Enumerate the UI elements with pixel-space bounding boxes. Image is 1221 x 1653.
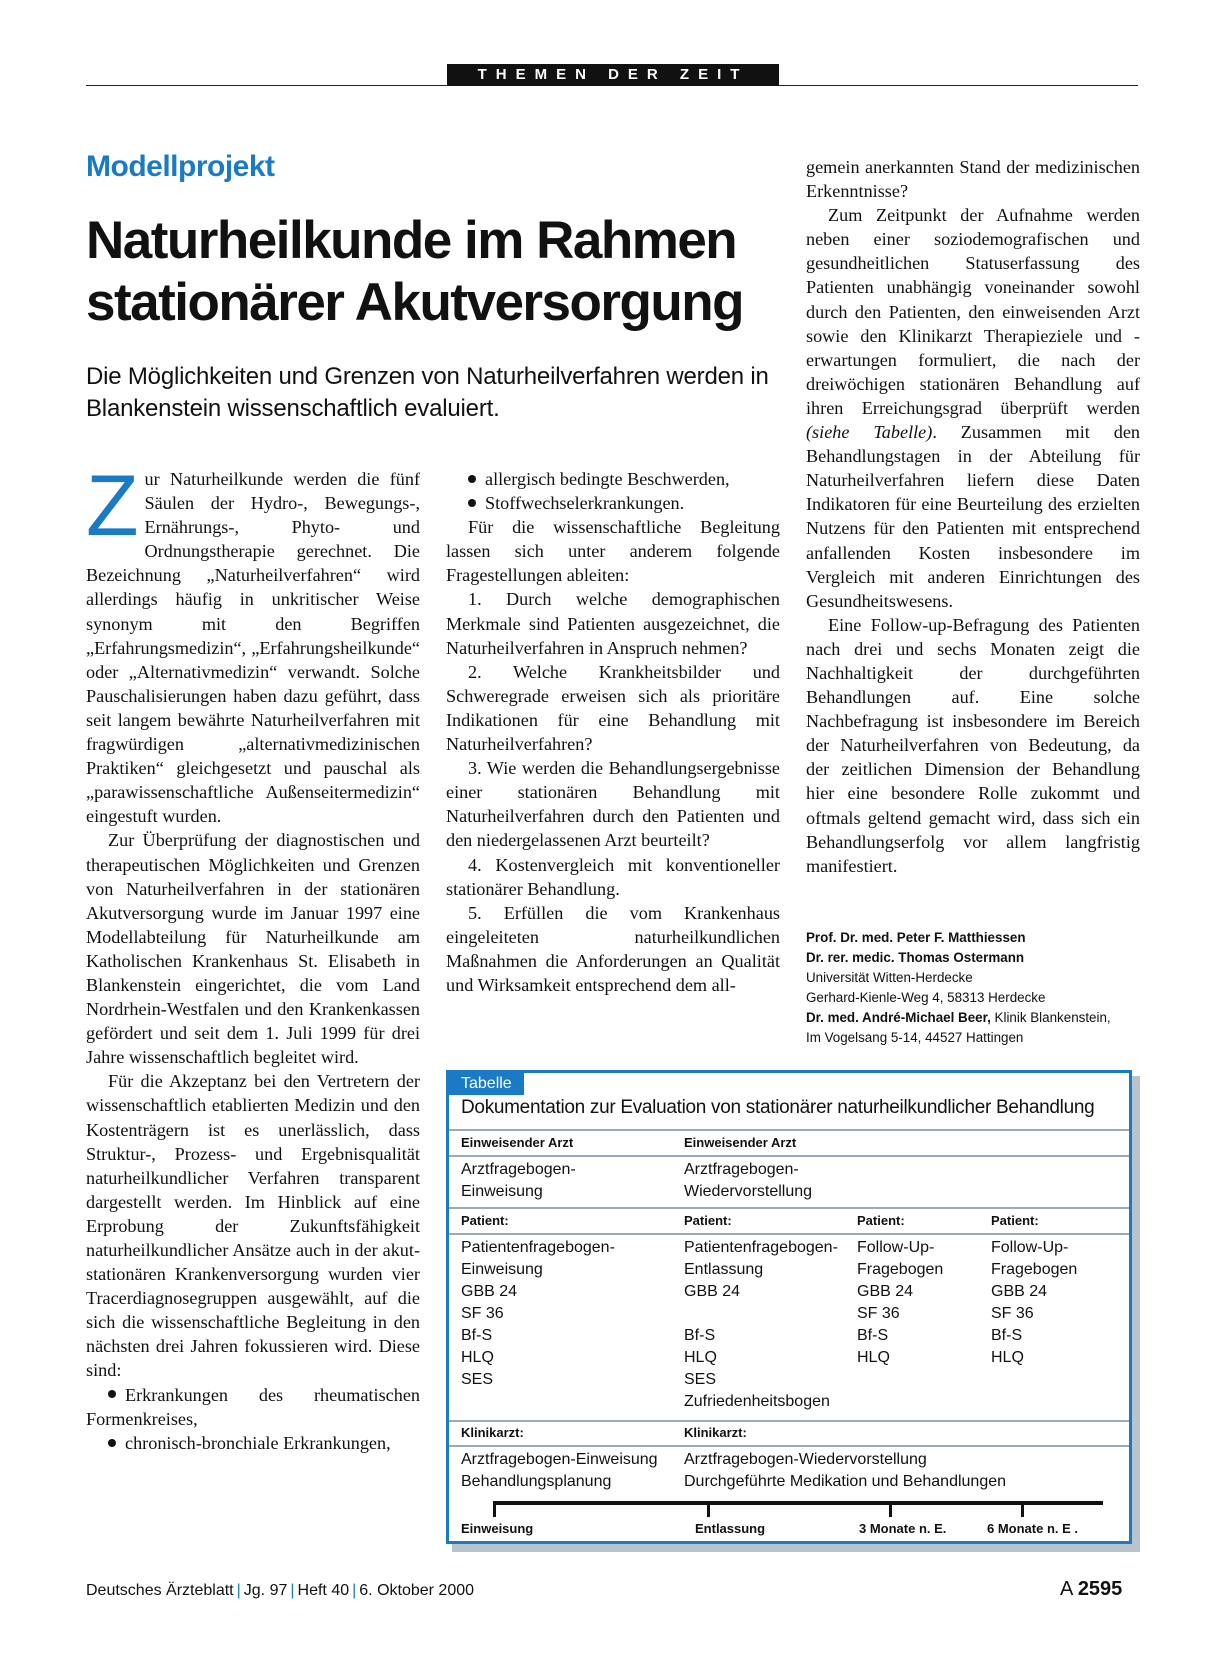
cell-line: HLQ <box>461 1349 494 1366</box>
column-header: Patient: <box>991 1213 1039 1228</box>
table-divider <box>449 1155 1129 1157</box>
paragraph-text: . Zusammen mit den Behandlungstagen in der Abteilung für Naturheilverfahren liefern diese Daten Indikatoren für eine Beurteilung des erzielten Nutzens für den Patienten mit entsprechend anfallenden Kosten insbesondere im Vergleich mit anderen Einrichtungen des Gesundheitswesens. <box>806 422 1140 611</box>
cell-line <box>684 1303 838 1325</box>
cell-line: Arztfragebogen- <box>461 1161 576 1178</box>
column-header: Klinikarzt: <box>461 1425 524 1440</box>
cell-line: GBB 24 <box>461 1283 518 1300</box>
bullet-icon <box>468 475 476 483</box>
section-rubric: THEMEN DER ZEIT <box>447 64 779 86</box>
list-item <box>446 491 780 515</box>
table-divider <box>449 1129 1129 1131</box>
table-cell <box>461 1449 658 1493</box>
paragraph: gemein anerkannten Stand der medizinischen Erkenntnisse? <box>806 157 1140 202</box>
list-item-text: allergisch bedingte Beschwerden, <box>485 469 730 489</box>
cell-line: SF 36 <box>991 1305 1034 1322</box>
bullet-icon <box>108 1390 116 1398</box>
question-1: 1. Durch welche demographischen Merkmale sind Patienten ausgezeichnet, die Naturheilverfahren in Anspruch nehmen? <box>446 589 780 658</box>
author-address: Gerhard-Kienle-Weg 4, 58313 Herdecke <box>806 990 1046 1005</box>
cell-line: Entlassung <box>684 1261 764 1278</box>
timeline-label: 3 Monate n. E. <box>859 1521 947 1536</box>
list-item-text: chronisch-bronchiale Erkrankungen, <box>125 1432 391 1453</box>
cell-line: Durchgeführte Medikation und Behandlungen <box>684 1473 1007 1490</box>
column-header: Patient: <box>857 1213 905 1228</box>
page-prefix: A <box>1060 1578 1073 1600</box>
cell-line: Bf-S <box>991 1327 1023 1344</box>
question-5: 5. Erfüllen die vom Krankenhaus eingeleiteten naturheilkundlichen Maßnahmen die Anforderungen an Qualität und Wirksamkeit entsprechend dem all- <box>446 902 780 995</box>
table-tab-label: Tabelle <box>449 1073 524 1095</box>
paragraph <box>806 203 1140 613</box>
list-item <box>86 1383 420 1431</box>
table-divider <box>449 1207 1129 1209</box>
cell-line: Einweisung <box>461 1183 543 1200</box>
documentation-table <box>446 1070 1132 1544</box>
timeline-label: Einweisung <box>461 1521 534 1536</box>
cell-line: GBB 24 <box>857 1283 914 1300</box>
body-column-2 <box>446 467 780 997</box>
page-number <box>1060 1578 1122 1601</box>
cell-line: HLQ <box>991 1349 1024 1366</box>
paragraph-text: ur Naturheilkunde werden die fünf Säulen der Hydro-, Bewegungs-, Ernährungs-, Phyto- und Ordnungstherapie gerechnet. Die Bezeichnung „Naturheilverfahren“ wird allerdings häufig in unkritischer Weise synonym mit den Begriffen „Erfahrungsmedizin“, „Erfahrungsheilkunde“ oder „Alternativmedizin“ verwandt. Solche Pauschalisierungen haben dazu geführt, dass seit langem bewährte Naturheilverfahren mit fragwürdigen „alternativmedizinischen Praktiken“ gleichgesetzt und pauschal als „parawissenschaftliche Außenseitermedizin“ eingestuft wurden. <box>86 469 420 827</box>
column-header: Klinikarzt: <box>684 1425 747 1440</box>
author-block <box>806 928 1146 1048</box>
author-name: Prof. Dr. med. Peter F. Matthiessen <box>806 930 1026 945</box>
author-address: Im Vogelsang 5-14, 44527 Hattingen <box>806 1030 1024 1045</box>
table-divider <box>449 1420 1129 1422</box>
cell-line: Follow-Up- <box>857 1239 935 1256</box>
author-name: Dr. med. André-Michael Beer, <box>806 1010 991 1025</box>
timeline-label: 6 Monate n. E . <box>987 1521 1079 1536</box>
cell-line: Bf-S <box>857 1327 889 1344</box>
page-number-value: 2595 <box>1077 1578 1123 1600</box>
article-kicker: Modellprojekt <box>86 150 275 183</box>
cell-line: Arztfragebogen-Wiedervorstellung <box>684 1451 927 1468</box>
journal-name: Deutsches Ärzteblatt <box>86 1582 234 1599</box>
paragraph: Für die wissenschaftliche Begleitung lassen sich unter anderem folgende Fragestellungen ableiten: <box>446 517 780 586</box>
table-cell <box>857 1237 943 1369</box>
separator: | <box>352 1582 357 1599</box>
table-cell <box>684 1159 812 1203</box>
table-cell <box>684 1449 1006 1493</box>
table-title: Dokumentation zur Evaluation von stationärer naturheilkundlicher Behandlung <box>461 1097 1095 1118</box>
separator: | <box>236 1582 241 1599</box>
journal-issue: Heft 40 <box>297 1582 350 1599</box>
column-header: Einweisender Arzt <box>684 1135 797 1150</box>
cell-line: Fragebogen <box>857 1261 944 1278</box>
timeline-axis <box>493 1501 1103 1505</box>
cell-line: HLQ <box>857 1349 890 1366</box>
author-name: Dr. rer. medic. Thomas Ostermann <box>806 950 1025 965</box>
paragraph: Für die Akzeptanz bei den Vertretern der wissenschaftlich etablierten Medizin und den Kostenträgern ist es unerlässlich, dass Struktur-, Prozess- und Ergebnisqualität naturheilkundlicher Verfahren transparent dargestellt werden. Im Hinblick auf eine Erprobung der Zukunftsfähigkeit naturheilkundlicher Ansätze auch in der akut-stationären Krankenversorgung wurden vier Tracerdiagnosegruppen ausgewählt, auf die sich die wissenschaftliche Begleitung in den nächsten drei Jahren fokussieren wird. Diese sind: <box>86 1071 420 1381</box>
table-cell <box>684 1237 838 1413</box>
question-2: 2. Welche Krankheitsbilder und Schweregrade erweisen sich als prioritäre Indikationen für eine Behandlung mit Naturheilverfahren? <box>446 661 780 755</box>
cell-line: GBB 24 <box>991 1283 1048 1300</box>
timeline-tick <box>493 1501 496 1517</box>
cell-line: Arztfragebogen- <box>684 1161 799 1178</box>
cell-line: Patientenfragebogen- <box>684 1239 838 1256</box>
column-header: Einweisender Arzt <box>461 1135 574 1150</box>
separator: | <box>290 1582 295 1599</box>
body-column-1 <box>86 458 420 1455</box>
table-cell <box>461 1237 615 1391</box>
list-item <box>446 467 780 491</box>
article-title: Naturheilkunde im Rahmen stationärer Akutversorgung <box>86 211 744 332</box>
journal-volume: Jg. 97 <box>243 1582 288 1599</box>
cell-line: Follow-Up- <box>991 1239 1069 1256</box>
question-4: 4. Kostenvergleich mit konventioneller stationärer Behandlung. <box>446 854 780 899</box>
cell-line: SF 36 <box>857 1305 900 1322</box>
timeline-tick <box>1021 1501 1024 1517</box>
cell-line: SES <box>684 1371 717 1388</box>
cell-line: HLQ <box>684 1349 717 1366</box>
list-item-text: Stoffwechselerkrankungen. <box>485 493 685 514</box>
table-cell <box>991 1237 1077 1369</box>
list-item <box>86 1431 420 1455</box>
drop-cap: Z <box>86 458 139 554</box>
body-column-3 <box>806 155 1140 878</box>
table-reference: (siehe Tabelle) <box>806 422 933 443</box>
cell-line: Patientenfragebogen- <box>461 1239 615 1256</box>
author-affiliation: Klinik Blankenstein, <box>990 1010 1111 1025</box>
cell-line: GBB 24 <box>684 1283 741 1300</box>
timeline-tick <box>889 1501 892 1517</box>
cell-line: Wiedervorstellung <box>684 1183 813 1200</box>
column-header: Patient: <box>684 1213 732 1228</box>
cell-line: Fragebogen <box>991 1261 1078 1278</box>
cell-line: Bf-S <box>684 1327 716 1344</box>
cell-line: Behandlungsplanung <box>461 1473 612 1490</box>
table-divider <box>449 1445 1129 1447</box>
author-affiliation: Universität Witten-Herdecke <box>806 970 973 985</box>
bullet-icon <box>108 1439 116 1447</box>
timeline-tick <box>707 1501 710 1517</box>
cell-line: Bf-S <box>461 1327 493 1344</box>
paragraph <box>86 458 420 828</box>
footer-citation <box>86 1582 474 1600</box>
timeline-label: Entlassung <box>695 1521 766 1536</box>
list-item-text: Erkrankungen des rheumatischen Formenkreises, <box>86 1384 420 1429</box>
column-header: Patient: <box>461 1213 509 1228</box>
cell-line: Arztfragebogen-Einweisung <box>461 1451 658 1468</box>
paragraph-text: Zum Zeitpunkt der Aufnahme werden neben einer soziodemografischen und gesundheitlichen Statuserfassung des Patienten unabhängig voneinander sowohl durch den Patienten, den einweisenden Arzt sowie den Klinikarzt Therapieziele und -erwartungen formuliert, die nach der dreiwöchigen stationären Behandlung auf ihren Erreichungsgrad überprüft werden <box>806 205 1140 418</box>
article-subtitle: Die Möglichkeiten und Grenzen von Naturheilverfahren werden in Blankenstein wissenschaftlich evaluiert. <box>86 363 769 422</box>
question-3: 3. Wie werden die Behandlungsergebnisse einer stationären Behandlung mit Naturheilverfahren durch den Patienten und den niedergelassenen Arzt beurteilt? <box>446 758 780 851</box>
author-line <box>806 1008 1146 1028</box>
paragraph: Zur Überprüfung der diagnostischen und therapeutischen Möglichkeiten und Grenzen von Naturheilverfahren in der stationären Akutversorgung wurde im Januar 1997 eine Modellabteilung für Naturheilkunde am Katholischen Krankenhaus St. Elisabeth in Blankenstein eingerichtet, die vom Land Nordrhein-Westfalen und den Krankenkassen gefördert und seit dem 1. Juli 1999 für drei Jahre wissenschaftlich begleitet wird. <box>86 830 420 1068</box>
cell-line: Zufriedenheitsbogen <box>684 1393 830 1410</box>
cell-line: SF 36 <box>461 1305 504 1322</box>
cell-line: SES <box>461 1371 494 1388</box>
issue-date: 6. Oktober 2000 <box>359 1582 475 1599</box>
table-cell <box>461 1159 576 1203</box>
table-divider <box>449 1233 1129 1235</box>
cell-line: Einweisung <box>461 1261 543 1278</box>
paragraph: Eine Follow-up-Befragung des Patienten nach drei und sechs Monaten zeigt die Nachhaltigkeit der durchgeführten Behandlungen auf. Eine solche Nachbefragung ist insbesondere im Bereich der Naturheilverfahren von Bedeutung, da der zeitlichen Dimension der Behandlung hier eine besondere Rolle zukommt und oftmals geltend gemacht wird, dass sich ein Behandlungserfolg vor allem langfristig manifestiert. <box>806 614 1140 876</box>
bullet-icon <box>468 499 476 507</box>
